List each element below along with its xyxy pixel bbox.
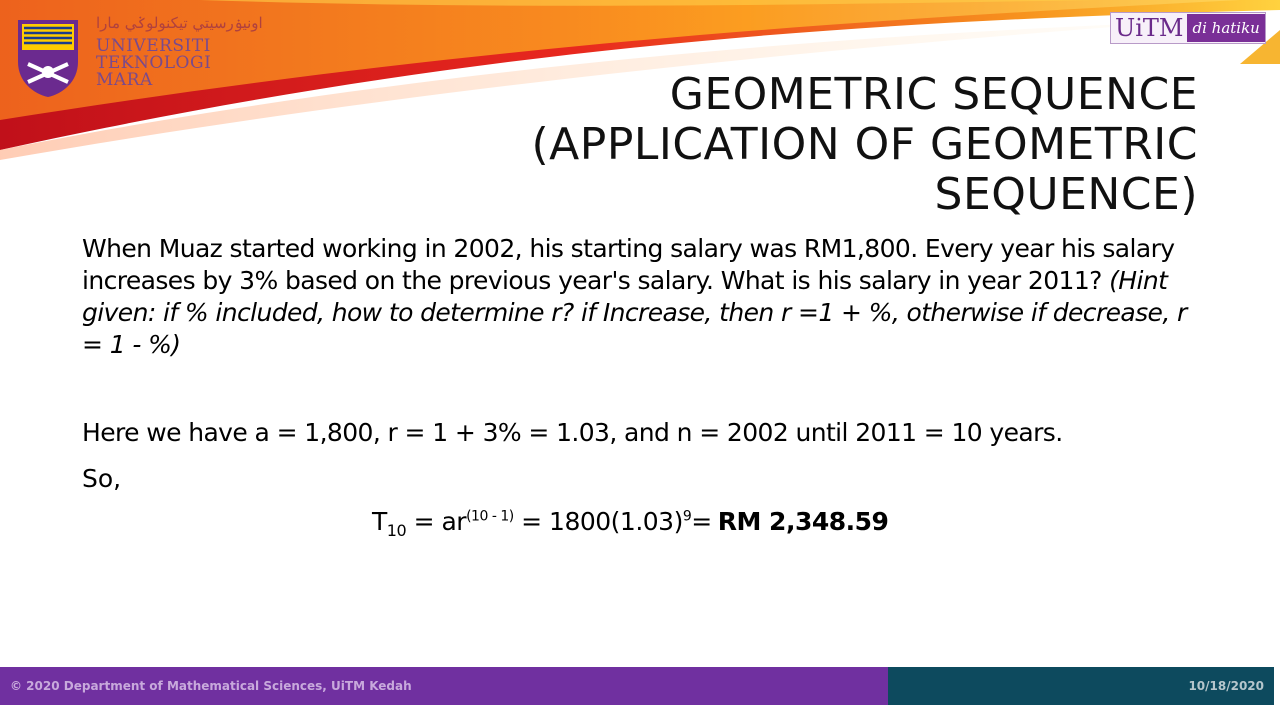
- slide-title: [438, 70, 1198, 220]
- badge-tagline-text: di hatiku: [1187, 14, 1264, 42]
- slide-title-line: (APPLICATION OF GEOMETRIC: [531, 119, 1198, 170]
- university-name-line: UNIVERSITI: [96, 36, 211, 56]
- formula-term-subscript: 10: [386, 521, 407, 540]
- problem-paragraph: [82, 233, 1202, 361]
- jawi-university-name: اونيۏرسيتي تيكنولوݢي مارا: [96, 14, 263, 32]
- slide-title-line: GEOMETRIC SEQUENCE: [669, 69, 1198, 120]
- university-logo: [14, 14, 263, 100]
- footer-copyright: © 2020 Department of Mathematical Sciences, UiTM Kedah: [10, 679, 412, 693]
- formula-exponent: (10 - 1): [466, 508, 514, 525]
- formula-exponent: 9: [682, 508, 692, 525]
- so-label: So,: [82, 464, 122, 493]
- badge-uitm-text: UiTM: [1115, 14, 1184, 42]
- university-name: [96, 38, 211, 89]
- footer-bar-left: [0, 667, 888, 705]
- university-name-line: TEKNOLOGI: [96, 53, 212, 73]
- formula-part: = 1800(1.03): [513, 507, 683, 536]
- formula-part: = ar: [406, 507, 467, 536]
- hint-text: (Hint given: if % included, how to determine r? if Increase, then r =1 + %, otherwise if decrease, r = 1 - %): [82, 266, 1187, 359]
- formula-term: T: [372, 507, 387, 536]
- university-crest-icon: [14, 16, 82, 98]
- university-name-line: MARA: [96, 70, 153, 90]
- solution-formula: [372, 507, 888, 540]
- footer-date: 10/18/2020: [1188, 679, 1264, 693]
- formula-answer: RM 2,348.59: [717, 507, 889, 536]
- problem-statement: When Muaz started working in 2002, his starting salary was RM1,800. Every year his salary increases by 3% based on the previous year's salary. What is his salary in year 2011?: [82, 234, 1175, 295]
- footer-bar-right: [888, 667, 1274, 705]
- slide-title-line: SEQUENCE): [934, 169, 1198, 220]
- uitm-di-hatiku-badge: [1110, 12, 1266, 44]
- given-values-line: Here we have a = 1,800, r = 1 + 3% = 1.03, and n = 2002 until 2011 = 10 years.: [82, 418, 1063, 447]
- formula-part: =: [691, 507, 712, 536]
